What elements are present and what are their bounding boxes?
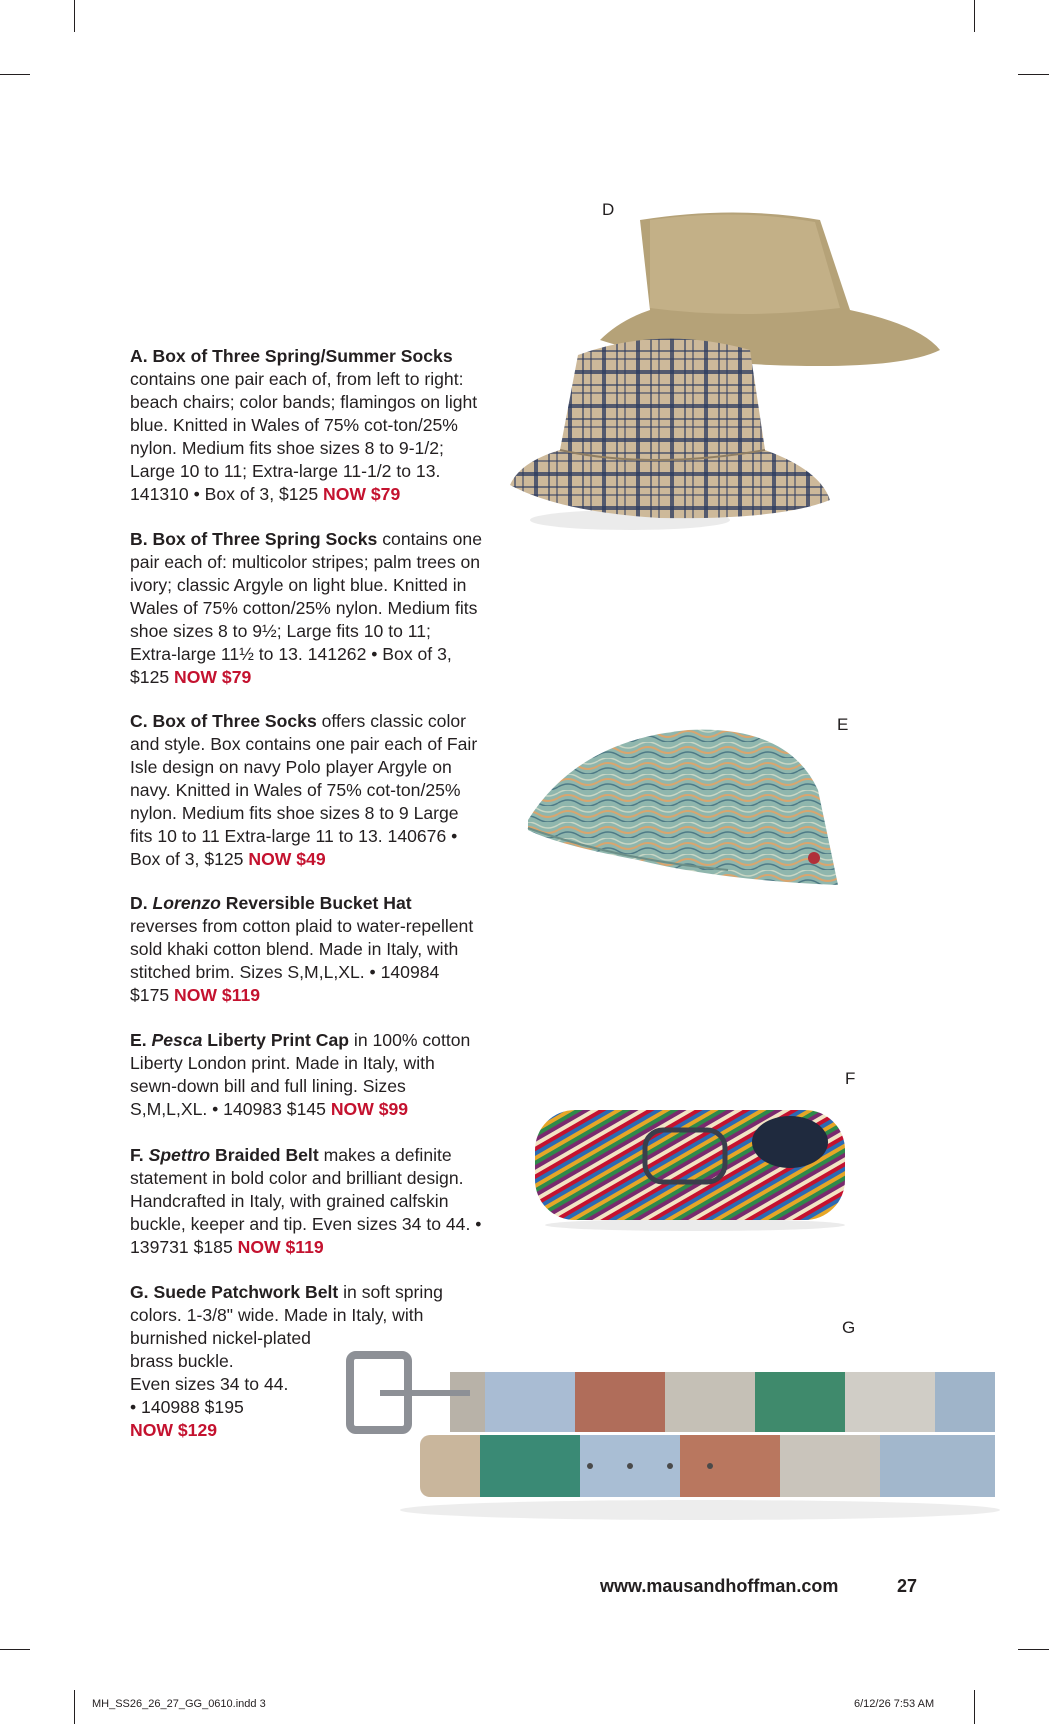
- image-label-e: E: [837, 715, 849, 734]
- slug-file: MH_SS26_26_27_GG_0610.indd 3: [92, 1698, 266, 1710]
- image-label-f: F: [845, 1069, 856, 1088]
- product-a-description: [130, 345, 482, 506]
- product-c-description: [130, 710, 482, 871]
- footer-url: www.mausandhoffman.com: [600, 1576, 839, 1596]
- crop-mark: [0, 74, 30, 75]
- product-d-description: [130, 892, 482, 1007]
- crop-mark: [974, 0, 975, 32]
- crop-mark: [1018, 74, 1049, 75]
- product-c-body: offers classic color and style. Box contains one pair each of Fair Isle design on navy Polo player Argyle on navy. Knitted in Wales of 75% cot-ton/25% nylon. Medium fits shoe sizes 8 to 9 Large fits 10 to 11 Extra-large 11 to 13. 140676 • Box of 3, $125: [130, 711, 478, 869]
- crop-mark: [1018, 1649, 1049, 1650]
- product-b-title: B. Box of Three Spring Socks: [130, 529, 378, 549]
- bucket-hat-image: [500, 200, 960, 540]
- product-d-body: reverses from cotton plaid to water-repellent sold khaki cotton blend. Made in Italy, with stitched brim. Sizes S,M,L,XL. • 140984 $175: [130, 916, 474, 1005]
- product-f-description: [130, 1144, 482, 1259]
- flat-cap-image: [518, 710, 848, 900]
- slug-date: 6/12/26 7:53 AM: [854, 1698, 935, 1710]
- product-g-body-5: • 140988 $195: [130, 1397, 244, 1417]
- product-g-sale-price: NOW $129: [130, 1420, 218, 1440]
- braided-belt-image: [520, 1100, 860, 1235]
- product-g-body-3: brass buckle.: [130, 1351, 234, 1371]
- product-d-title: D. Lorenzo Reversible Bucket Hat: [130, 893, 412, 913]
- product-c-sale-price: NOW $49: [248, 849, 326, 869]
- product-b-body: contains one pair each of: multicolor stripes; palm trees on ivory; classic Argyle on light blue. Knitted in Wales of 75% cotton/25% nylon. Medium fits shoe sizes 8 to 9½; Large fits 10 to 11; Extra-large 11½ to 13. 141262 • Box of 3, $125: [130, 529, 483, 687]
- product-b-sale-price: NOW $79: [174, 667, 252, 687]
- patchwork-belt-image: [340, 1350, 995, 1530]
- product-e-description: [130, 1029, 482, 1121]
- crop-mark: [74, 1690, 75, 1724]
- product-e-body: in 100% cotton Liberty London print. Made in Italy, with sewn-down bill and full lining. Sizes S,M,L,XL. • 140983 $145: [130, 1030, 471, 1119]
- product-e-title: E. Pesca Liberty Print Cap: [130, 1030, 350, 1050]
- product-f-sale-price: NOW $119: [237, 1237, 324, 1257]
- product-a-body: contains one pair each of, from left to right: beach chairs; color bands; flamingos on light blue. Knitted in Wales of 75% cot-ton/25% nylon. Medium fits shoe sizes 8 to 9-1/2; Large 10 to 11; Extra-large 11-1/2 to 13. 141310 • Box of 3, $125: [130, 369, 478, 504]
- product-c-title: C. Box of Three Socks: [130, 711, 317, 731]
- crop-mark: [0, 1649, 30, 1650]
- image-label-g: G: [842, 1318, 856, 1337]
- product-f-body: makes a definite statement in bold color and brilliant design. Handcrafted in Italy, with grained calfskin buckle, keeper and tip. Even sizes 34 to 44. • 139731 $185: [130, 1145, 482, 1257]
- product-g-body-2: burnished nickel-plated: [130, 1328, 311, 1348]
- page-number: 27: [897, 1576, 918, 1596]
- crop-mark: [974, 1690, 975, 1724]
- product-f-title: F. Spettro Braided Belt: [130, 1145, 319, 1165]
- product-g-title: G. Suede Patchwork Belt: [130, 1282, 339, 1302]
- product-e-sale-price: NOW $99: [330, 1099, 409, 1119]
- product-g-body-4: Even sizes 34 to 44.: [130, 1374, 289, 1394]
- product-a-title: A. Box of Three Spring/Summer Socks: [130, 346, 453, 366]
- product-a-sale-price: NOW $79: [323, 484, 401, 504]
- crop-mark: [74, 0, 75, 32]
- product-g-body-1: in soft spring colors. 1-3/8" wide. Made in Italy, with: [130, 1282, 443, 1325]
- image-label-d: D: [602, 200, 615, 219]
- product-b-description: [130, 528, 482, 689]
- product-d-sale-price: NOW $119: [174, 985, 261, 1005]
